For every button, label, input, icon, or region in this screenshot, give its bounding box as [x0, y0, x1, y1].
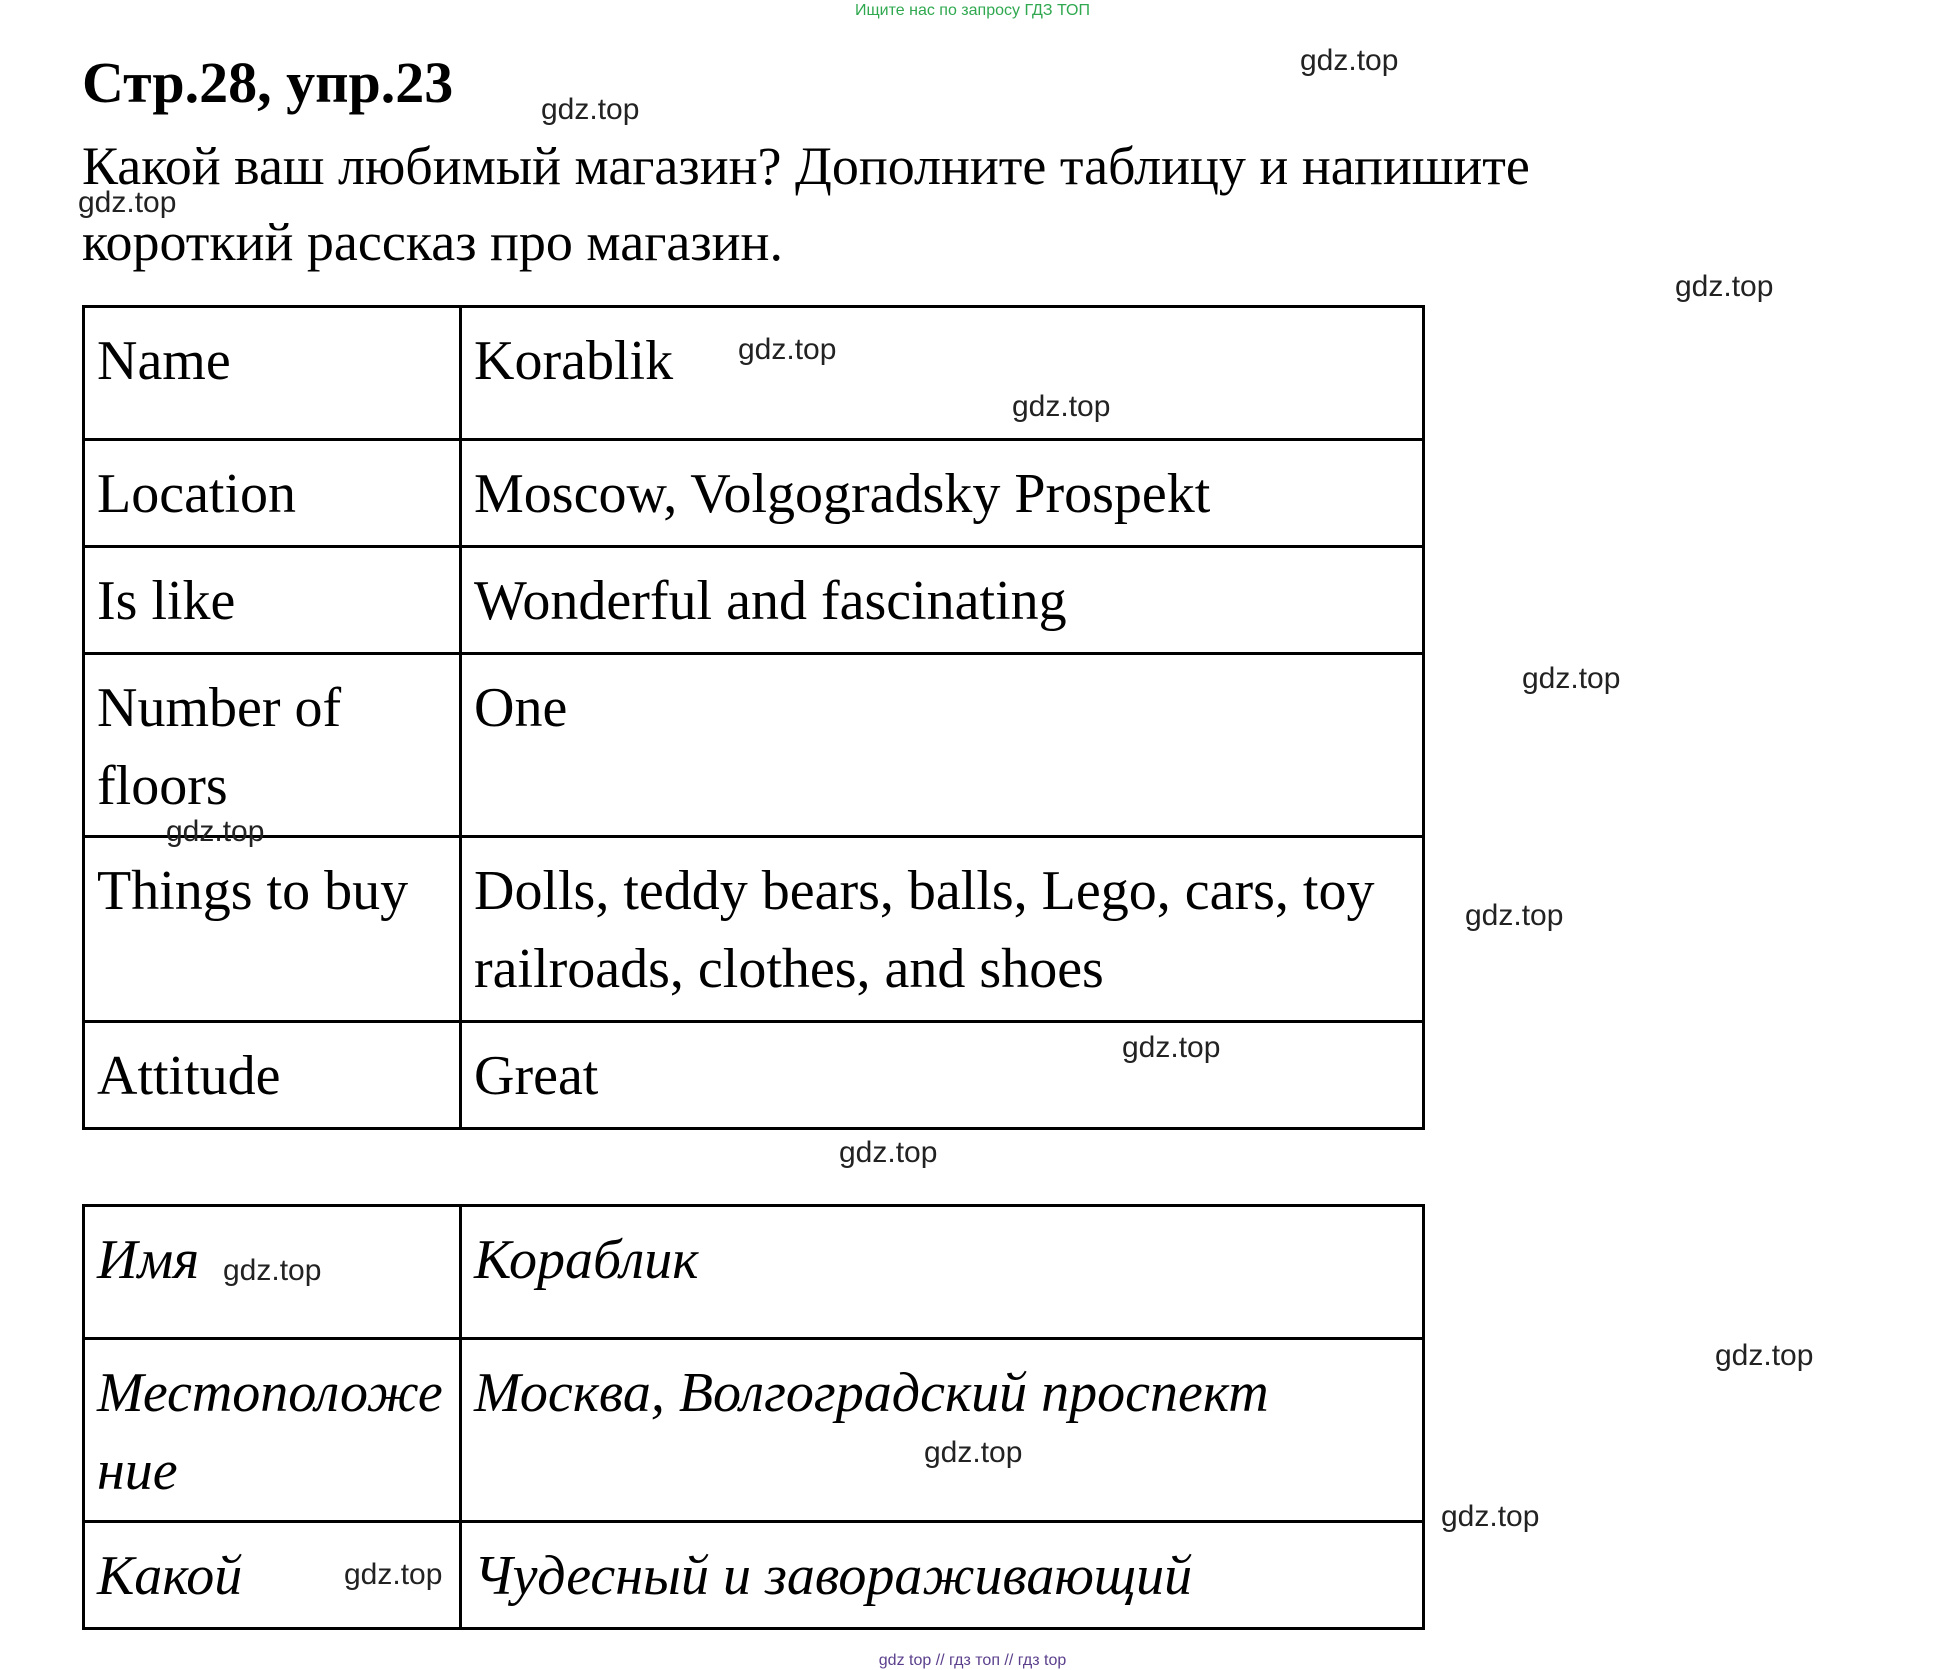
row-value: One [461, 654, 1424, 837]
watermark: gdz.top [166, 815, 265, 848]
row-key: Местоположение [84, 1339, 461, 1522]
table-row [84, 307, 1424, 440]
table-row [84, 1522, 1424, 1629]
footer: gdz top // гдз топ // гдз top [878, 1652, 1067, 1669]
row-key: Number of floors [84, 654, 461, 837]
page-title: Стр.28, упр.23 [82, 50, 454, 115]
watermark: gdz.top [78, 186, 177, 219]
watermark: gdz.top [1465, 899, 1564, 932]
watermark: gdz.top [738, 333, 837, 366]
table-row [84, 654, 1424, 837]
row-key: Is like [84, 547, 461, 654]
row-value: Москва, Волгоградский проспект [461, 1339, 1424, 1522]
watermark: gdz.top [1715, 1339, 1814, 1372]
row-value: Great [461, 1022, 1424, 1129]
watermark: gdz.top [1122, 1031, 1221, 1064]
watermark: gdz.top [1012, 390, 1111, 423]
row-key: Location [84, 440, 461, 547]
top-banner: Ищите нас по запросу ГДЗ ТОП [855, 2, 1090, 19]
row-value: Wonderful and fascinating [461, 547, 1424, 654]
row-key: Name [84, 307, 461, 440]
table-row [84, 547, 1424, 654]
row-key: Какой [84, 1522, 461, 1629]
row-value: Korablik [461, 307, 1424, 440]
table-row [84, 1022, 1424, 1129]
watermark: gdz.top [541, 93, 640, 126]
row-key: Things to buy [84, 837, 461, 1022]
watermark: gdz.top [924, 1436, 1023, 1469]
watermark: gdz.top [1522, 662, 1621, 695]
watermark: gdz.top [223, 1254, 322, 1287]
row-value: Чудесный и завораживающий [461, 1522, 1424, 1629]
english-table [82, 305, 1425, 1130]
watermark: gdz.top [1441, 1500, 1540, 1533]
row-value: Dolls, teddy bears, balls, Lego, cars, toy railroads, clothes, and shoes [461, 837, 1424, 1022]
table-row [84, 1339, 1424, 1522]
watermark: gdz.top [344, 1558, 443, 1591]
row-value: Кораблик [461, 1206, 1424, 1339]
watermark: gdz.top [839, 1136, 938, 1169]
row-key: Имя [84, 1206, 461, 1339]
table-row [84, 837, 1424, 1022]
watermark: gdz.top [1300, 44, 1399, 77]
row-key: Attitude [84, 1022, 461, 1129]
table-row [84, 440, 1424, 547]
exercise-instruction: Какой ваш любимый магазин? Дополните таблицу и напишите короткий рассказ про магазин. [82, 136, 1530, 272]
row-value: Moscow, Volgogradsky Prospekt [461, 440, 1424, 547]
watermark: gdz.top [1675, 270, 1774, 303]
